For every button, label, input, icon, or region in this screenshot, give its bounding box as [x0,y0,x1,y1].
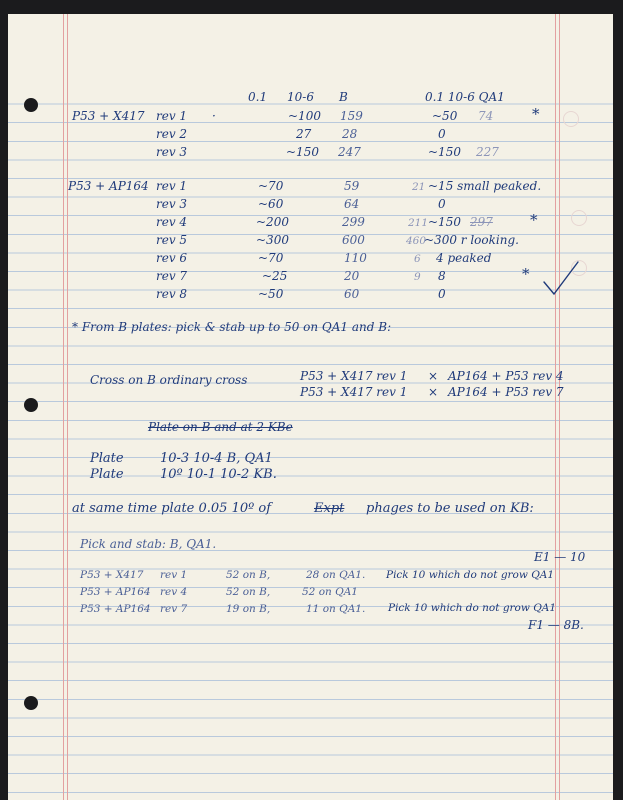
plate-row-label: Plate [90,451,124,466]
table2-v3: 21 [412,181,426,193]
final-row-b: 28 on QA1. [306,569,366,581]
margin-line-left-1 [63,14,64,800]
cross-line2-left: P53 + X417 rev 1 [300,385,408,399]
table2-v1: ~300 [256,233,289,247]
table2-v4: ~300 r looking. [424,233,519,247]
table2-v4: ~15 small peaked. [428,179,542,193]
same-time-text: at same time plate 0.05 10º of [72,501,271,516]
punch-hole-top [24,98,38,112]
table1-v4: 0 [438,127,446,141]
table1-v2: 159 [340,109,363,123]
table1-v2: 28 [342,127,358,141]
table2-rev: rev 6 [156,251,188,265]
table2-label: P53 + AP164 [68,179,149,193]
plate-heading-struck: Plate on B and at 2 KBe [148,420,293,434]
table2-rev: rev 4 [156,215,188,229]
header-col-a: 0.1 [248,90,268,104]
table2-v3: 6 [414,253,421,265]
header-col-d: 0.1 10-6 QA1 [425,90,505,104]
final-row-rev: rev 1 [160,569,188,581]
table2-v3: 460 [406,235,427,247]
final-row-note: Pick 10 which do not grow QA1 [388,602,557,614]
faint-circle-mark [563,111,579,127]
table2-v2: 20 [344,269,360,283]
cross-line2-x: × [428,385,439,399]
e-label: E1 — 10 [534,550,586,564]
table2-v2: 59 [344,179,360,193]
margin-line-right-1 [555,14,556,800]
table2-v2: 64 [344,197,360,211]
faint-circle-mark [571,210,587,226]
table2-v2: 299 [342,215,365,229]
final-row-a: 52 on B, [226,569,271,581]
plate-row-values: 10-3 10-4 B, QA1 [160,451,273,466]
table2-v4: 8 [438,269,446,283]
cross-line1-x: × [428,369,439,383]
table1-v1: ~100 [288,109,321,123]
final-row-rev: rev 7 [160,603,188,615]
table2-star: * [530,211,538,229]
final-row-b: 11 on QA1. [306,603,366,615]
table2-v1: ~70 [258,251,284,265]
table2-v3: 211 [408,217,429,229]
table2-v2: 60 [344,287,360,301]
plate-row-label: Plate [90,467,124,482]
margin-line-left-2 [67,14,68,800]
table1-rev: rev 1 [156,109,188,123]
header-col-b: 10-6 [287,90,314,104]
table2-rev: rev 5 [156,233,188,247]
table1-rev: rev 2 [156,127,188,141]
punch-hole-middle [24,398,38,412]
cross-line1-right: AP164 + P53 rev 4 [448,369,564,383]
table2-rev: rev 3 [156,197,188,211]
table1-label: P53 + X417 [72,109,145,123]
table1-rev: rev 3 [156,145,188,159]
table2-v3: 9 [414,271,421,283]
table2-v1: ~50 [258,287,284,301]
table2-v2: 110 [344,251,367,265]
same-time-struck-word: Expt [314,501,345,516]
note-from-b-plates: * From B plates: pick & stab up to 50 on QA1 and B: [72,320,392,334]
checkmark-icon [540,258,582,298]
table2-rev: rev 1 [156,179,188,193]
final-row-a: 19 on B, [226,603,271,615]
table2-v4: 0 [438,197,446,211]
table2-v1: ~200 [256,215,289,229]
final-row-note: Pick 10 which do not grow QA1 [386,569,555,581]
table1-v1: ~150 [286,145,319,159]
header-col-c: B [339,90,348,104]
table1-v2: 247 [338,145,361,159]
cross-prefix: Cross on B ordinary cross [90,373,248,387]
page-top-margin [8,14,613,86]
table1-v1: 27 [296,127,312,141]
table2-rev: rev 8 [156,287,188,301]
table2-v1: ~60 [258,197,284,211]
f-label: F1 — 8B. [528,618,584,632]
margin-line-right-2 [559,14,560,800]
table2-v4: ~150 [428,215,461,229]
table2-v4: 4 peaked [436,251,492,265]
final-row-a: 52 on B, [226,586,271,598]
final-row-b: 52 on QA1 [302,586,358,598]
table2-v5: 297 [470,215,493,229]
table1-v5: 227 [476,145,499,159]
cross-line2-right: AP164 + P53 rev 7 [448,385,564,399]
table2-v2: 600 [342,233,365,247]
punch-hole-bottom [24,696,38,710]
cross-line1-left: P53 + X417 rev 1 [300,369,408,383]
same-time-tail: phages to be used on KB: [366,501,534,516]
final-row-label: P53 + AP164 [80,586,151,598]
table1-v5: 74 [478,109,494,123]
final-row-rev: rev 4 [160,586,188,598]
table1-dot: · [212,109,216,123]
final-row-label: P53 + X417 [80,569,144,581]
plate-row-values: 10º 10-1 10-2 KB. [160,467,277,482]
final-row-label: P53 + AP164 [80,603,151,615]
table2-star: * [522,265,530,283]
table1-v4: ~150 [428,145,461,159]
table2-v4: 0 [438,287,446,301]
table2-rev: rev 7 [156,269,188,283]
pick-and-stab: Pick and stab: B, QA1. [80,537,217,551]
table1-star: * [532,105,540,123]
table1-v4: ~50 [432,109,458,123]
table2-v1: ~70 [258,179,284,193]
table2-v1: ~25 [262,269,288,283]
